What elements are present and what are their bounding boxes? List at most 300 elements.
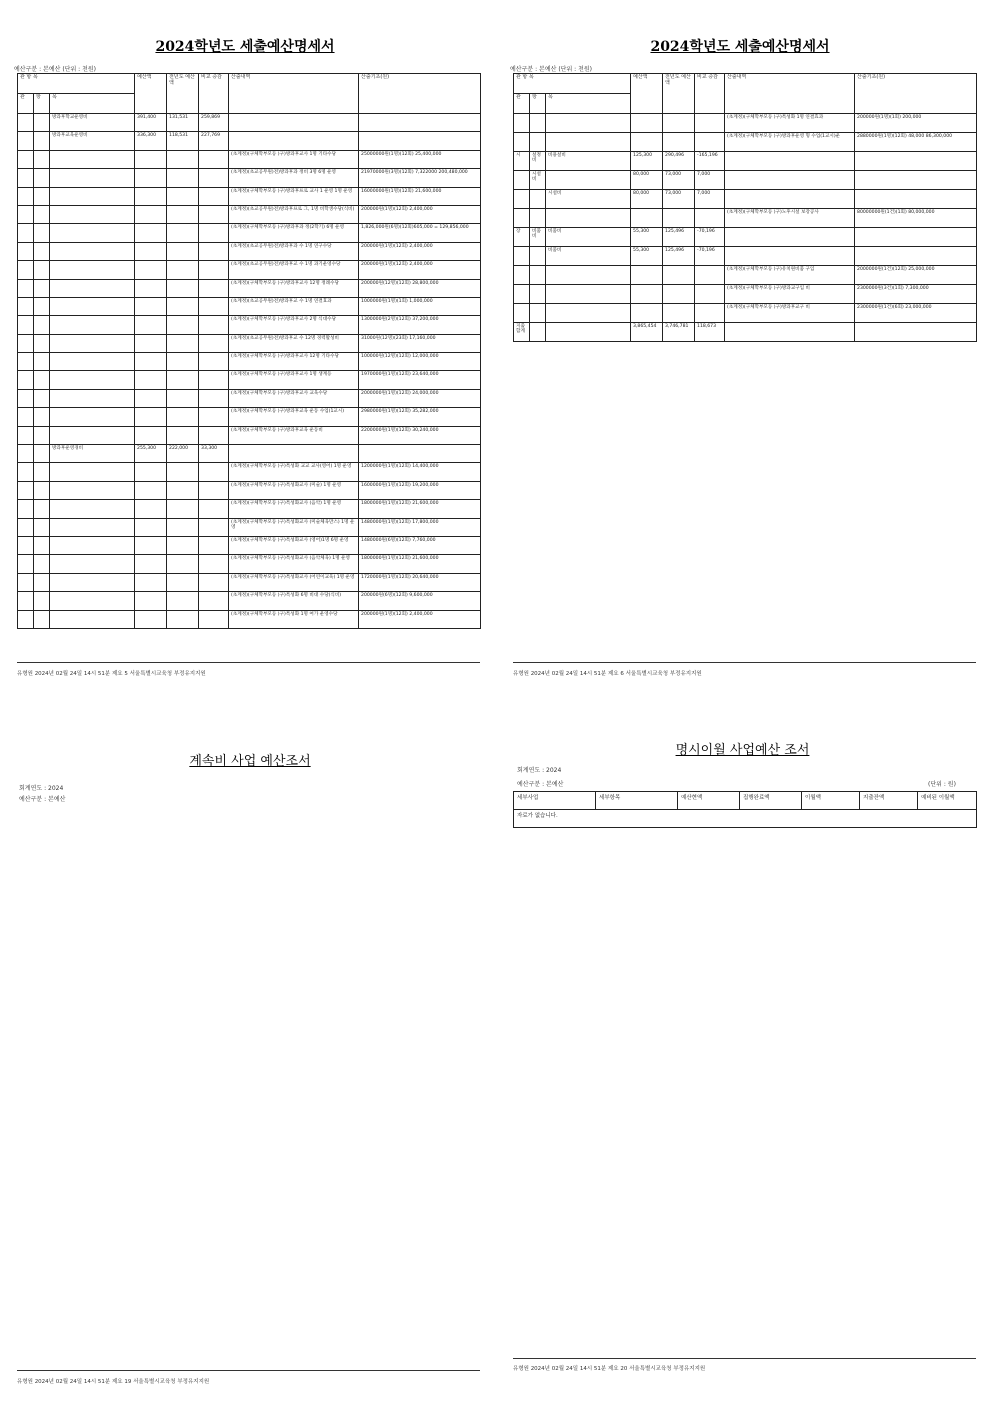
cell-budget: 255,300 [135,445,167,463]
budget-table [513,73,977,342]
cell-budget [631,133,663,152]
cell-gwan [18,242,34,260]
cell-gwan [18,500,34,518]
cell-gwan [18,279,34,297]
cell-change [199,353,229,371]
table-row [514,133,977,152]
cell-gwan [18,555,34,573]
cell-name [50,316,135,334]
table-row [18,445,481,463]
cell-name [50,224,135,242]
footer-rule [17,1370,480,1371]
cell-prev: 3,746,781 [663,323,695,342]
cell-name [546,114,631,133]
cell-name [50,389,135,407]
cell-gwan [18,334,34,352]
budget-type: 예산구분 : 본예산 [19,796,66,803]
cell-change [199,500,229,518]
cell-detail: (초계정)(구체학부모등 )구)방과후교육 운동 수업(1교시) [229,408,359,426]
cell-budget [135,242,167,260]
cell-prev [663,304,695,323]
table-row [18,316,481,334]
cell-calc: 2300000원(1건)(6회) 23,000,000 [855,304,977,323]
cell-budget [135,573,167,591]
cell-calc [855,323,977,342]
cell-name: 방과후학교운영비 [50,114,135,132]
cell-change: 7,000 [695,190,725,209]
cell-budget [135,408,167,426]
cell-b [530,323,546,342]
table-row [18,610,481,628]
cell-calc: 1800000원(1명)(12회) 21,600,000 [359,555,481,573]
cell-calc: 21970000원(3명)(12회) 7,322000 200,480,000 [359,169,481,187]
cell-name [546,133,631,152]
cell-detail: (초계정)(구체학부모등 )구)방과후교구 비 [725,304,855,323]
cell-calc: 1720000원(1명)(12회) 20,640,000 [359,573,481,591]
cell-name [50,242,135,260]
cell-detail: (초계정)(구체학부모등 )구)방과후운영 형 수업(1교시)운 [725,133,855,152]
page-title: 2024학년도 세출예산명세서 [650,39,830,55]
cell-name: 비품비 [546,247,631,266]
cell-budget [135,297,167,315]
header-gwan: 관 [514,94,530,114]
cell-gwan [18,481,34,499]
table-row [18,279,481,297]
cell-change [199,297,229,315]
cell-calc: 2880000원(1명)(12회) 48,000 86,300,000 [855,133,977,152]
cell-name: 방과후교육운영비 [50,132,135,150]
cell-hang [34,132,50,150]
cell-name [546,171,631,190]
fiscal-year: 회계연도 : 2024 [517,767,562,774]
cell-name [50,353,135,371]
cell-budget [135,353,167,371]
cell-change [199,169,229,187]
cell-detail [229,114,359,132]
cell-name [50,592,135,610]
header-change: 비교 증감 [695,74,725,114]
cell-prev [167,334,199,352]
cell-hang [34,242,50,260]
cell-b: 시설 비 [530,171,546,190]
table-row [18,205,481,223]
cell-detail: (초계정)(구체학부모등 )구)방과후교사 2명 식대수당 [229,316,359,334]
page-footer: 유형원 2024년 02월 24일 14시 51분 제요 19 서울특별시교육청 부정유지지원 [17,1379,210,1385]
cell-a [514,190,530,209]
cell-calc: 200000원(6명)(12회) 9,600,000 [359,592,481,610]
cell-name [50,297,135,315]
cell-budget [135,592,167,610]
cell-hang [34,592,50,610]
cell-gwan [18,573,34,591]
cell-name [50,426,135,444]
cell-name [546,285,631,304]
header-detail: 산출내역 [229,74,359,114]
cell-name: 비품비 [546,228,631,247]
cell-detail: (초계정)(구체학부모등 )구)특성화교사 (음악) 1명 운영 [229,500,359,518]
table-row [514,114,977,133]
cell-prev [663,209,695,228]
cell-hang [34,555,50,573]
cell-hang [34,408,50,426]
cell-calc [359,114,481,132]
cell-gwan [18,114,34,132]
cell-name [546,266,631,285]
page-title: 계속비 사업 예산조서 [189,754,311,769]
cell-detail: (초계정)(구체학부모등 )구)방과후교사 12명 기타수당 [229,353,359,371]
cell-a [514,285,530,304]
cell-detail [725,190,855,209]
cell-name [546,304,631,323]
cell-gwan [18,371,34,389]
table-row [514,323,977,342]
cell-prev [167,518,199,536]
cell-detail [229,445,359,463]
cell-budget [631,209,663,228]
cell-prev [167,261,199,279]
cell-a [514,247,530,266]
cell-change [199,426,229,444]
cell-prev [167,426,199,444]
table-row [514,209,977,228]
footer-rule [513,1358,976,1359]
col-header-executed: 집행완료액 [740,792,802,810]
cell-budget [135,261,167,279]
cell-change [199,555,229,573]
cell-calc: 200000원(1명)(12회) 2,400,000 [359,205,481,223]
col-header-budget: 예산현액 [678,792,740,810]
page-footer: 유형원 2024년 02월 24일 14시 51분 제요 20 서울특별시교육청 부정유지지원 [513,1366,706,1372]
cell-calc: 2980000원(1명)(12회) 35,282,000 [359,408,481,426]
cell-name [546,209,631,228]
cell-prev: 290,496 [663,152,695,171]
cell-detail: (초계정)(구체학부모등 )구)특성화 1명 여가 운영수당 [229,610,359,628]
cell-detail: (초계정)(초교공무원)전)방과후교 수 1명 과기운영수당 [229,261,359,279]
page-footer: 유형원 2024년 02월 24일 14시 51분 제요 6 서울특별시교육청 부정유지지원 [513,671,702,677]
cell-hang [34,610,50,628]
cell-b: 설정비 [530,152,546,171]
cell-hang [34,353,50,371]
cell-prev [167,500,199,518]
budget-table [17,73,481,629]
cell-change [199,261,229,279]
table-row [18,114,481,132]
cell-prev [167,242,199,260]
cell-change [199,518,229,536]
cell-budget [135,426,167,444]
table-row [514,171,977,190]
cell-change [695,114,725,133]
cell-change [695,209,725,228]
cell-calc: 31000원(12명)(23회) 17,160,000 [359,334,481,352]
cell-detail: (초계정)(초교공무원)전)방과후과 정비 3명 6명 운영 [229,169,359,187]
cell-budget [135,389,167,407]
cell-prev [167,408,199,426]
table-row [18,481,481,499]
cell-gwan [18,316,34,334]
cell-hang [34,389,50,407]
cell-gwan [18,187,34,205]
cell-a [514,209,530,228]
cell-prev [167,555,199,573]
cell-calc: 2300000원(3건)(1회) 7,300,000 [855,285,977,304]
cell-gwan [18,445,34,463]
cell-budget: 125,300 [631,152,663,171]
cell-gwan [18,169,34,187]
cell-calc: 1480000원(1명)(12회) 17,800,000 [359,518,481,536]
cell-detail: (초계정)(구체학부모등 )구)노후시설 보강공사 [725,209,855,228]
page-title: 명시이월 사업예산 조서 [675,743,810,758]
table-row [18,353,481,371]
cell-name [50,610,135,628]
cell-gwan [18,389,34,407]
table-row [514,152,977,171]
cell-detail [725,247,855,266]
cell-calc: 1800000원(1명)(12회) 21,600,000 [359,500,481,518]
cell-hang [34,279,50,297]
cell-detail [725,228,855,247]
cell-prev [167,573,199,591]
table-row [18,242,481,260]
cell-budget [135,481,167,499]
header-mok: 목 [546,94,631,114]
cell-detail: (초계정)(구체학부모등 )구)특성화교사 (미술) 1명 운영 [229,481,359,499]
cell-detail: (초계정)(구체학부모등 )구)특성화 6명 비대 수당(식비) [229,592,359,610]
cell-prev [167,150,199,168]
cell-budget: 55,300 [631,228,663,247]
cell-change [199,316,229,334]
cell-change [695,266,725,285]
cell-budget [135,500,167,518]
cell-name [50,371,135,389]
cell-change [695,133,725,152]
cell-budget: 55,300 [631,247,663,266]
cell-a [514,266,530,285]
cell-prev [167,279,199,297]
cell-prev: 73,000 [663,190,695,209]
cell-a: 지출합계 [514,323,530,342]
fiscal-year: 회계연도 : 2024 [19,785,64,792]
cell-calc: 2200000원(1명)(12회) 30,240,000 [359,426,481,444]
cell-change [199,224,229,242]
cell-budget [135,187,167,205]
table-row [18,224,481,242]
header-calc: 산출기초(원) [359,74,481,114]
cell-name [50,150,135,168]
cell-a [514,171,530,190]
cell-change [695,304,725,323]
cell-detail: (초계정)(초교공무원)전)방과후과 수 1명 연구수당 [229,242,359,260]
cell-name [50,169,135,187]
cell-name [50,261,135,279]
cell-gwan [18,261,34,279]
cell-hang [34,573,50,591]
cell-name [50,334,135,352]
cell-detail [229,132,359,150]
cell-detail [725,152,855,171]
cell-budget [135,205,167,223]
cell-name [50,555,135,573]
cell-change [199,205,229,223]
cell-hang [34,224,50,242]
cell-prev: 131,531 [167,114,199,132]
cell-detail: (초계정)(구체학부모등 )구)방과후프로 교사 1 운영 1명 운영 [229,187,359,205]
header-budget: 예산액 [135,74,167,114]
header-gwan: 관 [18,94,34,114]
cell-detail: (초계정)(구체학부모등 )구)방과후교사 교육수당 [229,389,359,407]
cell-name: 시설비 [546,190,631,209]
cell-calc: 1200000원(1명)(12회) 14,400,000 [359,463,481,481]
table-row [514,304,977,323]
header-gwanhangmok: 관 항 목 [18,74,135,94]
table-row [18,555,481,573]
cell-gwan [18,205,34,223]
cell-budget [135,224,167,242]
cell-b [530,247,546,266]
cell-budget [135,334,167,352]
header-prev-budget: 전년도 예산액 [167,74,199,114]
cell-a [514,304,530,323]
cell-budget [135,610,167,628]
cell-prev [167,371,199,389]
cell-change [199,408,229,426]
table-row [514,285,977,304]
cell-detail [725,323,855,342]
page-title: 2024학년도 세출예산명세서 [155,39,335,55]
cell-prev [167,353,199,371]
cell-calc [855,190,977,209]
cell-name [50,573,135,591]
cell-gwan [18,150,34,168]
cell-hang [34,426,50,444]
cell-hang [34,518,50,536]
cell-change [199,573,229,591]
table-row [514,266,977,285]
cell-calc: 1480000원(6명)(12회) 7,760,000 [359,536,481,554]
cell-detail: (초계정)(구체학부모등 )구)특성화 교교 교사(영어) 1명 운영 [229,463,359,481]
cell-prev: 118,531 [167,132,199,150]
table-row [18,573,481,591]
table-row [18,187,481,205]
cell-b [530,190,546,209]
cell-detail: (초계정)(구체학부모등 )구)특성화교사 (어린이교육) 1명 운영 [229,573,359,591]
cell-prev [167,187,199,205]
cell-hang [34,481,50,499]
cell-budget [135,150,167,168]
table-row [18,389,481,407]
cell-budget [135,518,167,536]
cell-change [199,592,229,610]
cell-calc: 16000000원(1명)(12회) 21,600,000 [359,187,481,205]
cell-gwan [18,224,34,242]
footer-rule [513,662,976,663]
cell-hang [34,297,50,315]
cell-prev [167,610,199,628]
cell-b [530,266,546,285]
cell-name [50,481,135,499]
cell-calc [855,171,977,190]
cell-hang [34,261,50,279]
table-row [18,426,481,444]
cell-prev [167,297,199,315]
cell-calc: 200000원(12명)(12회) 28,800,000 [359,279,481,297]
cell-calc: 1970000원(1명)(12회) 23,640,000 [359,371,481,389]
cell-prev [663,133,695,152]
table-row [18,261,481,279]
cell-a [514,114,530,133]
cell-change: -70,196 [695,228,725,247]
cell-budget: 336,300 [135,132,167,150]
cell-prev [663,285,695,304]
header-prev-budget: 전년도 예산액 [663,74,695,114]
cell-a: 장 [514,228,530,247]
cell-gwan [18,426,34,444]
cell-name: 비용설비 [546,152,631,171]
cell-change [199,463,229,481]
cell-hang [34,536,50,554]
table-row [18,169,481,187]
cell-change: 7,000 [695,171,725,190]
table-row [18,500,481,518]
cell-budget: 80,000 [631,190,663,209]
table-row [18,150,481,168]
cell-hang [34,205,50,223]
cell-budget [135,536,167,554]
cell-prev [167,463,199,481]
cell-name [546,323,631,342]
cell-a [514,133,530,152]
budget-type: 예산구분 : 본예산 [517,781,564,788]
table-row [514,247,977,266]
cell-prev [167,205,199,223]
cell-calc: 1600000원(1명)(12회) 19,200,000 [359,481,481,499]
cell-detail: (초계정)(구체학부모등 )구)방과후과 정(2학기) 6명 운영 [229,224,359,242]
col-header-reserved: 예비된 이월액 [918,792,977,810]
cell-gwan [18,463,34,481]
cell-name [50,536,135,554]
cell-change [199,389,229,407]
cell-name: 방과후운영경비 [50,445,135,463]
cell-hang [34,150,50,168]
header-change: 비교 증감 [199,74,229,114]
cell-calc: 1,826,000원(6명)(12회)605,000 = 129,856,000 [359,224,481,242]
cell-detail: (초계정)(구체학부모등 )구)방과후교사 1명 기타수당 [229,150,359,168]
cell-gwan [18,592,34,610]
cell-change [199,242,229,260]
cell-prev: 222,000 [167,445,199,463]
cell-calc: 1300000원(2명)(12회) 37,200,000 [359,316,481,334]
cell-hang [34,169,50,187]
table-row [18,334,481,352]
cell-detail: (초계정)(초교공무원)전)방과후교 수 1명 연결효과 [229,297,359,315]
header-hang: 항 [530,94,546,114]
cell-calc [855,247,977,266]
cell-prev [167,224,199,242]
cell-name [50,500,135,518]
cell-prev: 73,000 [663,171,695,190]
cell-calc: 200000원(1명)(12회) 2,400,000 [359,261,481,279]
unit-label: (단위 : 원) [928,781,956,788]
cell-change: -70,196 [695,247,725,266]
col-header-balance: 지출잔액 [860,792,918,810]
cell-b [530,304,546,323]
cell-change [199,187,229,205]
table-row [18,132,481,150]
cell-calc [359,132,481,150]
table-row [18,297,481,315]
cell-change: -165,196 [695,152,725,171]
header-budget: 예산액 [631,74,663,114]
